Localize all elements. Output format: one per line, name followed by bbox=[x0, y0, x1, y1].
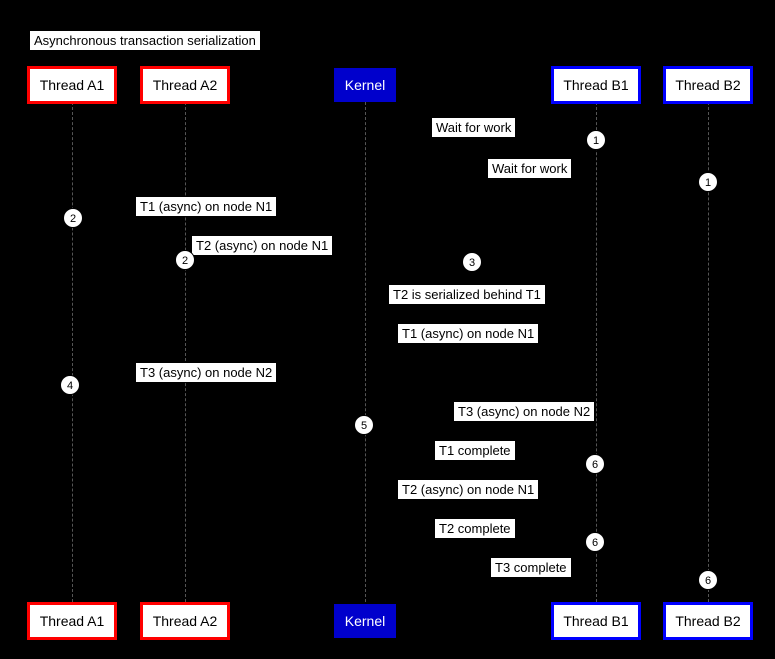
step-marker: 5 bbox=[354, 415, 374, 435]
lifeline-thread-b1 bbox=[596, 102, 597, 602]
lane-header-thread-b2[interactable] bbox=[663, 66, 753, 104]
lane-footer-thread-b2[interactable] bbox=[663, 602, 753, 640]
lane-header-thread-b1[interactable] bbox=[551, 66, 641, 104]
message-label: T2 complete bbox=[435, 519, 515, 538]
message-label: T2 (async) on node N1 bbox=[192, 236, 332, 255]
step-marker: 6 bbox=[585, 454, 605, 474]
lane-header-kernel-label: Kernel bbox=[344, 77, 386, 93]
lifeline-thread-a2 bbox=[185, 102, 186, 602]
step-marker: 1 bbox=[586, 130, 606, 150]
message-label: T2 is serialized behind T1 bbox=[389, 285, 545, 304]
message-label: T1 (async) on node N1 bbox=[136, 197, 276, 216]
lane-footer-thread-a2-label: Thread A2 bbox=[152, 613, 218, 629]
message-label: Wait for work bbox=[488, 159, 571, 178]
step-marker: 3 bbox=[462, 252, 482, 272]
message-label: T3 complete bbox=[491, 558, 571, 577]
lane-footer-thread-a1[interactable] bbox=[27, 602, 117, 640]
lane-header-thread-a1-label: Thread A1 bbox=[39, 77, 105, 93]
lane-header-thread-a1[interactable] bbox=[27, 66, 117, 104]
lane-footer-thread-a2[interactable] bbox=[140, 602, 230, 640]
step-marker: 6 bbox=[698, 570, 718, 590]
lane-footer-thread-a1-label: Thread A1 bbox=[39, 613, 105, 629]
message-label: T3 (async) on node N2 bbox=[454, 402, 594, 421]
lane-footer-thread-b1-label: Thread B1 bbox=[563, 613, 629, 629]
lane-footer-kernel-label: Kernel bbox=[344, 613, 386, 629]
message-label: T1 complete bbox=[435, 441, 515, 460]
lane-header-kernel[interactable] bbox=[334, 68, 396, 102]
message-label: T3 (async) on node N2 bbox=[136, 363, 276, 382]
lane-header-thread-a2-label: Thread A2 bbox=[152, 77, 218, 93]
lane-header-thread-b2-label: Thread B2 bbox=[675, 77, 741, 93]
step-marker: 1 bbox=[698, 172, 718, 192]
step-marker: 6 bbox=[585, 532, 605, 552]
lane-header-thread-b1-label: Thread B1 bbox=[563, 77, 629, 93]
lane-header-thread-a2[interactable] bbox=[140, 66, 230, 104]
message-label: T1 (async) on node N1 bbox=[398, 324, 538, 343]
step-marker: 2 bbox=[63, 208, 83, 228]
lifeline-thread-a1 bbox=[72, 102, 73, 602]
lane-footer-thread-b1[interactable] bbox=[551, 602, 641, 640]
lane-footer-thread-b2-label: Thread B2 bbox=[675, 613, 741, 629]
lifeline-kernel bbox=[365, 102, 366, 602]
step-marker: 4 bbox=[60, 375, 80, 395]
message-label: T2 (async) on node N1 bbox=[398, 480, 538, 499]
message-label: Wait for work bbox=[432, 118, 515, 137]
step-marker: 2 bbox=[175, 250, 195, 270]
diagram-title: Asynchronous transaction serialization bbox=[29, 30, 261, 51]
lane-footer-kernel[interactable] bbox=[334, 604, 396, 638]
